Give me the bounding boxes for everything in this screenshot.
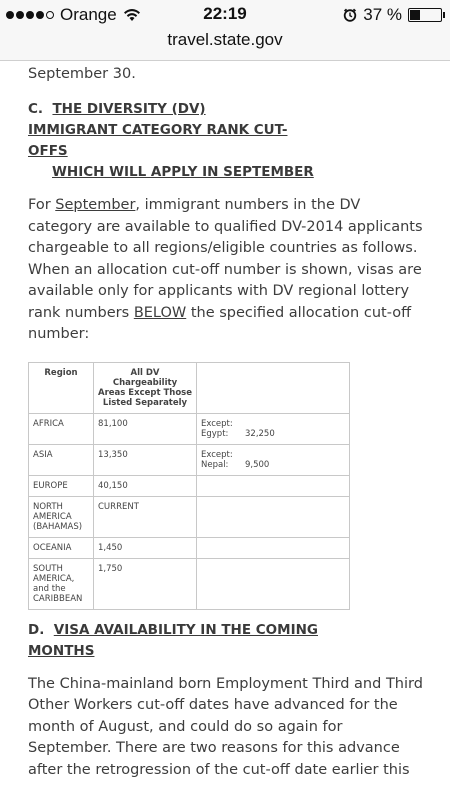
cutoff-value-cell: 81,100 (94, 413, 197, 444)
except-value: 32,250 (245, 428, 275, 439)
dv-intro-paragraph (28, 195, 428, 346)
carrier-name: Orange (60, 5, 117, 24)
region-cell: SOUTH AMERICA, and the CARIBBEAN (29, 558, 94, 609)
table-row (29, 475, 350, 496)
section-c-letter: C. (28, 101, 44, 117)
region-cell: OCEANIA (29, 537, 94, 558)
except-value: 9,500 (245, 459, 270, 470)
section-d-paragraph: The China-mainland born Employment Third and Third Other Workers cut-off dates have advanced for the month of August, and could do so again for September. There are two reasons for this advance after the retrogression of the cut-off date earlier this (28, 675, 423, 778)
exception-cell (197, 537, 350, 558)
article-content (28, 42, 428, 781)
header-exceptions (197, 362, 350, 413)
section-d-letter: D. (28, 621, 45, 638)
header-all-areas: All DV Chargeability Areas Except Those Listed Separately (94, 362, 197, 413)
exception-cell (197, 475, 350, 496)
exception-cell (197, 413, 350, 444)
region-cell: ASIA (29, 444, 94, 475)
below-emphasis: BELOW (133, 304, 187, 321)
table-row (29, 444, 350, 475)
cutoff-value-cell: 1,750 (94, 558, 197, 609)
region-cell: EUROPE (29, 475, 94, 496)
dv-cutoff-table (28, 362, 350, 610)
except-entry (201, 460, 345, 470)
table-row (29, 413, 350, 444)
intro-tail: the specified allocation cut-off number: (28, 304, 412, 342)
cutoff-value-cell: CURRENT (94, 496, 197, 537)
cutoff-value-cell: 40,150 (94, 475, 197, 496)
region-cell: AFRICA (29, 413, 94, 444)
table-body (29, 413, 350, 609)
except-label: Except: (201, 449, 233, 460)
battery-area (343, 5, 442, 25)
section-d-line-1: VISA AVAILABILITY IN THE COMING (53, 621, 318, 638)
cutoff-value-cell: 13,350 (94, 444, 197, 475)
browser-status-bar (0, 0, 450, 61)
section-c-heading (28, 99, 428, 183)
region-cell: NORTH AMERICA (BAHAMAS) (29, 496, 94, 537)
table-row (29, 558, 350, 609)
battery-level-fill (410, 10, 420, 20)
except-country: Nepal: (201, 459, 229, 470)
september-link[interactable]: September (55, 197, 136, 213)
exception-cell (197, 444, 350, 475)
alarm-clock-icon (343, 8, 357, 22)
header-region: Region (29, 362, 94, 413)
section-c-line-2: IMMIGRANT CATEGORY RANK CUT- (28, 122, 288, 138)
section-c-line-1: THE DIVERSITY (DV) (52, 101, 206, 117)
intro-mid: , immigrant numbers in the DV category are available to qualified DV-2014 applicants chargeable to all regions/eligible countries as follows. When an allocation cut-off number is shown, visas are available only for applicants with DV regional lottery rank numbers (28, 197, 423, 321)
intro-lead: For (28, 197, 56, 213)
table-row (29, 537, 350, 558)
status-clock: 22:19 (203, 4, 247, 23)
table-header-row (29, 362, 350, 413)
except-entry (201, 429, 345, 439)
section-c-line-3: OFFS (28, 143, 68, 159)
battery-icon (408, 8, 442, 22)
section-c-line-4: WHICH WILL APPLY IN SEPTEMBER (52, 164, 314, 180)
exception-cell (197, 496, 350, 537)
clipped-line-2: September 30. (28, 65, 136, 82)
exception-cell (197, 558, 350, 609)
except-label: Except: (201, 418, 233, 429)
battery-percentage: 37 % (363, 5, 402, 24)
section-d-line-2: MONTHS (28, 642, 95, 659)
cutoff-value-cell: 1,450 (94, 537, 197, 558)
except-country: Egypt: (201, 428, 229, 439)
table-row (29, 496, 350, 537)
address-bar-url[interactable]: travel.state.gov (167, 30, 283, 49)
section-d-heading (28, 620, 428, 662)
